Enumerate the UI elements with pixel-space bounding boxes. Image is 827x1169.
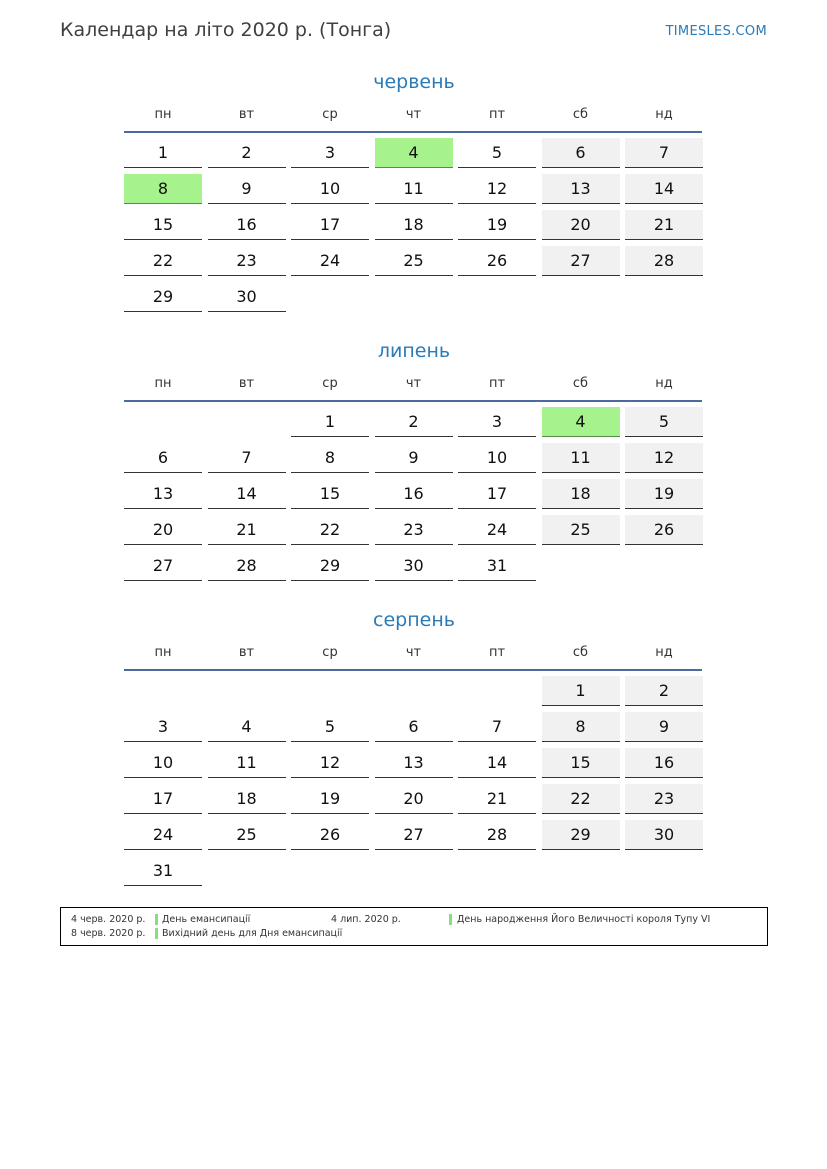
weekday-label: вт [238,645,255,660]
day-cell[interactable]: 5 [458,138,536,168]
weekday-label: пт [488,376,506,391]
day-cell[interactable]: 29 [542,820,620,850]
weekday-label: вт [238,376,255,391]
legend-name: Вихідний день для Дня емансипації [162,928,343,939]
page-title: Календар на літо 2020 р. (Тонга) [60,19,392,41]
day-cell[interactable]: 28 [458,820,536,850]
day-cell[interactable]: 18 [542,479,620,509]
holiday-day-cell[interactable]: 4 [375,138,453,168]
day-cell[interactable]: 6 [124,443,202,473]
day-cell[interactable]: 3 [458,407,536,437]
days-grid [124,676,704,892]
month-july [124,340,704,587]
day-cell[interactable]: 16 [375,479,453,509]
day-cell[interactable]: 1 [542,676,620,706]
weekday-label: пт [488,645,506,660]
day-cell[interactable]: 18 [208,784,286,814]
day-cell[interactable]: 31 [124,856,202,886]
day-cell[interactable]: 30 [208,282,286,312]
day-cell[interactable]: 22 [542,784,620,814]
legend-name: День народження Його Величності короля Тупу VI [457,914,711,925]
legend-name: День емансипації [162,914,251,925]
day-cell[interactable]: 26 [625,515,703,545]
day-cell[interactable]: 3 [124,712,202,742]
weekday-label: нд [655,645,673,660]
day-cell[interactable]: 27 [375,820,453,850]
header-divider [124,669,702,671]
day-cell[interactable]: 10 [291,174,369,204]
month-title: липень [377,340,451,362]
legend-color-marker [449,914,452,925]
weekday-label: пн [154,645,172,660]
month-august [124,609,704,892]
day-cell[interactable]: 2 [375,407,453,437]
day-cell[interactable]: 17 [458,479,536,509]
day-cell[interactable]: 31 [458,551,536,581]
day-cell[interactable]: 27 [124,551,202,581]
month-title: серпень [373,609,455,631]
header-divider [124,131,702,133]
day-cell[interactable]: 13 [542,174,620,204]
day-cell[interactable]: 23 [375,515,453,545]
legend-date: 4 лип. 2020 р. [331,914,401,925]
day-cell[interactable]: 10 [124,748,202,778]
day-cell[interactable]: 29 [291,551,369,581]
weekday-header [124,376,704,400]
day-cell[interactable]: 25 [375,246,453,276]
weekday-label: чт [405,107,422,122]
day-cell[interactable]: 15 [124,210,202,240]
day-cell[interactable]: 19 [291,784,369,814]
weekday-label: ср [322,107,338,122]
day-cell[interactable]: 29 [124,282,202,312]
day-cell[interactable]: 14 [208,479,286,509]
day-cell[interactable]: 11 [542,443,620,473]
legend-date: 4 черв. 2020 р. [71,914,146,925]
day-cell[interactable]: 8 [542,712,620,742]
day-cell[interactable]: 6 [542,138,620,168]
day-cell[interactable]: 5 [291,712,369,742]
weekday-label: ср [322,376,338,391]
day-cell[interactable]: 18 [375,210,453,240]
holiday-legend [60,907,768,946]
day-cell[interactable]: 11 [208,748,286,778]
day-cell[interactable]: 7 [625,138,703,168]
weekday-label: пт [488,107,506,122]
day-cell[interactable]: 25 [208,820,286,850]
day-cell[interactable]: 12 [458,174,536,204]
day-cell[interactable]: 4 [208,712,286,742]
day-cell[interactable]: 9 [208,174,286,204]
day-cell[interactable]: 13 [124,479,202,509]
day-cell[interactable]: 16 [208,210,286,240]
weekday-label: сб [572,645,589,660]
day-cell[interactable]: 20 [375,784,453,814]
month-title: червень [373,71,455,93]
days-grid [124,407,704,587]
legend-date: 8 черв. 2020 р. [71,928,146,939]
day-cell[interactable]: 23 [625,784,703,814]
weekday-label: сб [572,107,589,122]
weekday-label: нд [655,376,673,391]
day-cell[interactable]: 8 [291,443,369,473]
day-cell[interactable]: 26 [291,820,369,850]
day-cell[interactable]: 16 [625,748,703,778]
day-cell[interactable]: 1 [291,407,369,437]
day-cell[interactable]: 2 [208,138,286,168]
weekday-label: вт [238,107,255,122]
day-cell[interactable]: 7 [458,712,536,742]
day-cell[interactable]: 30 [375,551,453,581]
legend-color-marker [155,914,158,925]
weekday-label: чт [405,376,422,391]
day-cell[interactable]: 21 [208,515,286,545]
weekday-label: пн [154,107,172,122]
day-cell[interactable]: 28 [625,246,703,276]
weekday-label: сб [572,376,589,391]
day-cell[interactable]: 24 [124,820,202,850]
weekday-label: ср [322,645,338,660]
holiday-day-cell[interactable]: 8 [124,174,202,204]
day-cell[interactable]: 15 [542,748,620,778]
weekday-label: нд [655,107,673,122]
day-cell[interactable]: 17 [291,210,369,240]
day-cell[interactable]: 5 [625,407,703,437]
day-cell[interactable]: 21 [625,210,703,240]
weekday-label: пн [154,376,172,391]
day-cell[interactable]: 12 [625,443,703,473]
day-cell[interactable]: 19 [625,479,703,509]
day-cell[interactable]: 2 [625,676,703,706]
legend-item [331,913,761,926]
day-cell[interactable]: 13 [375,748,453,778]
day-cell[interactable]: 11 [375,174,453,204]
day-cell[interactable]: 12 [291,748,369,778]
day-cell[interactable]: 17 [124,784,202,814]
day-cell[interactable]: 20 [542,210,620,240]
day-cell[interactable]: 14 [458,748,536,778]
day-cell[interactable]: 6 [375,712,453,742]
month-june [124,71,704,318]
legend-item [71,913,321,926]
day-cell[interactable]: 3 [291,138,369,168]
weekday-header [124,645,704,669]
day-cell[interactable]: 26 [458,246,536,276]
day-cell[interactable]: 22 [124,246,202,276]
day-cell[interactable]: 28 [208,551,286,581]
brand-logo-text[interactable]: TIMESLES.COM [665,24,767,39]
day-cell[interactable]: 1 [124,138,202,168]
day-cell[interactable]: 20 [124,515,202,545]
day-cell[interactable]: 19 [458,210,536,240]
day-cell[interactable]: 25 [542,515,620,545]
day-cell[interactable]: 9 [625,712,703,742]
day-cell[interactable]: 22 [291,515,369,545]
weekday-header [124,107,704,131]
legend-item [71,927,371,940]
day-cell[interactable]: 21 [458,784,536,814]
day-cell[interactable]: 24 [458,515,536,545]
day-cell[interactable]: 14 [625,174,703,204]
day-cell[interactable]: 30 [625,820,703,850]
days-grid [124,138,704,318]
day-cell[interactable]: 27 [542,246,620,276]
legend-color-marker [155,928,158,939]
day-cell[interactable]: 24 [291,246,369,276]
day-cell[interactable]: 9 [375,443,453,473]
day-cell[interactable]: 7 [208,443,286,473]
day-cell[interactable]: 10 [458,443,536,473]
header-divider [124,400,702,402]
holiday-day-cell[interactable]: 4 [542,407,620,437]
day-cell[interactable]: 15 [291,479,369,509]
weekday-label: чт [405,645,422,660]
day-cell[interactable]: 23 [208,246,286,276]
